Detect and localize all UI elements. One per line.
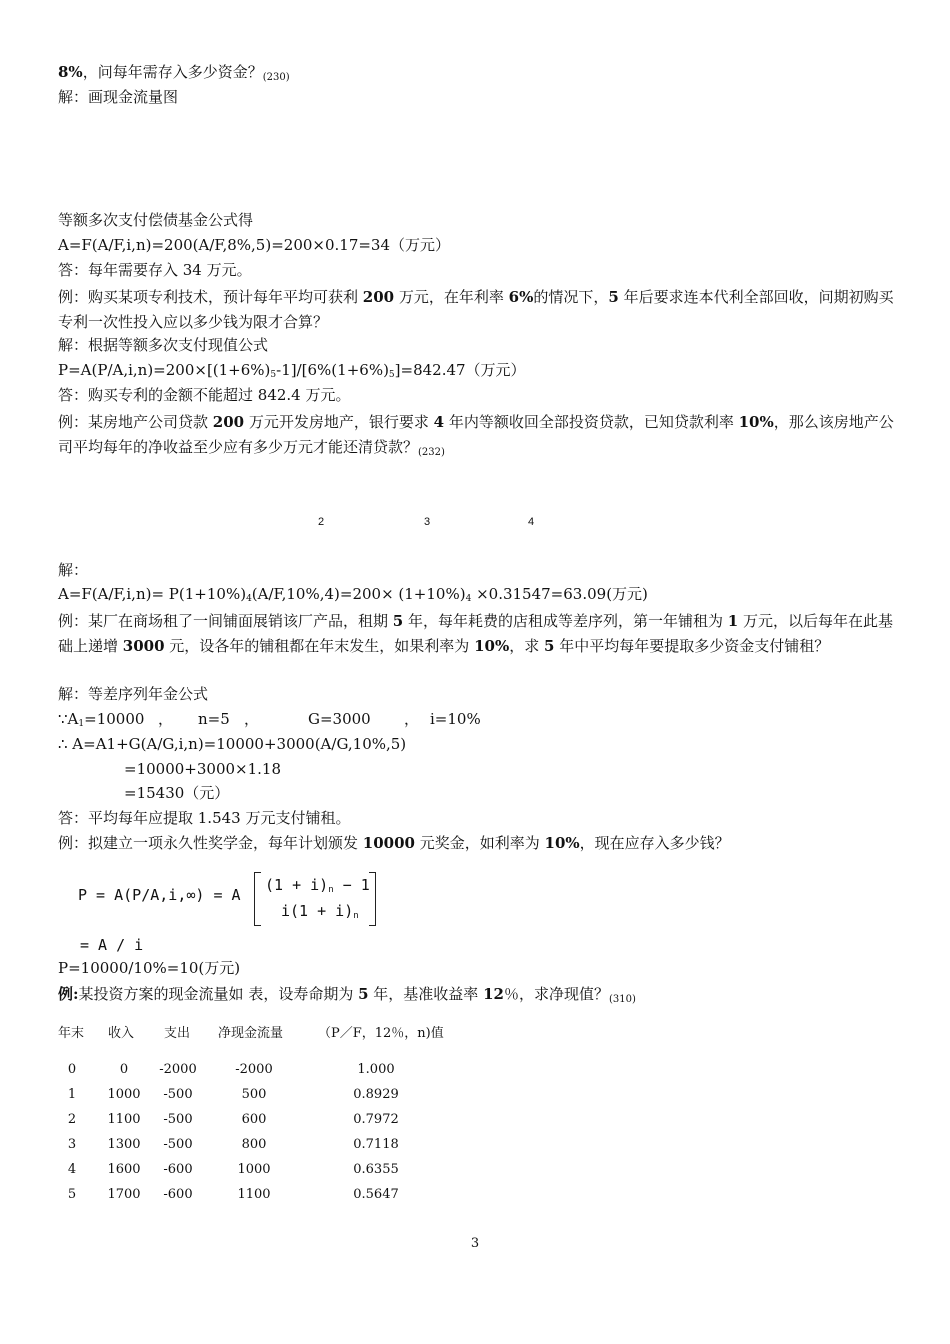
table-cell: -600 [163, 1162, 193, 1177]
table-row [58, 1087, 478, 1107]
table-cell: 1000 [107, 1087, 141, 1102]
line-answer-3: 答：平均每年应提取 1.543 万元支付铺租。 [58, 809, 351, 827]
table-row [58, 1112, 478, 1132]
example-real-estate: 例：某房地产公司贷款 200 万元开发房地产，银行要求 4 年内等额收回全部投资贷款，已知贷款利率 10%，那么该房地产公司平均每年的净收益至少应有多少万元才能还清贷款？$_{(232)}$ [58, 413, 894, 458]
header-year: 年末 [58, 1026, 85, 1041]
table-cell: 4 [67, 1162, 77, 1177]
table-row [58, 1062, 478, 1082]
table-cell: 1000 [237, 1162, 271, 1177]
table-cell: 1.000 [357, 1062, 395, 1077]
formula-numerator: $(1 + i)_n - 1$ [265, 876, 370, 895]
table-cell: 0.7972 [353, 1112, 399, 1127]
table-cell: 0.8929 [353, 1087, 399, 1102]
table-cell: 500 [241, 1087, 267, 1102]
example-patent: 例：购买某项专利技术，预计每年平均可获利 200 万元，在年利率 6%的情况下，5 年后要求连本代利全部回收，问期初购买专利一次性投入应以多少钱为限才合算？ [58, 288, 894, 331]
line-solution-pv: 解：根据等额多次支付现值公式 [58, 336, 269, 354]
line-calc-1: =10000+3000×1.18 [124, 760, 281, 778]
table-cell: 1600 [107, 1162, 141, 1177]
table-cell: 1700 [107, 1187, 141, 1202]
example-shop-rent: 例：某厂在商场租了一间铺面展销该厂产品，租期 5 年，每年耗费的店租成等差序列，第一年铺租为 1 万元，以后每年在此基础上递增 3000 元，设各年的铺租都在年末发生，如果利率为 10%，求 5 年中平均每年要提取多少资金支付铺租？ [58, 612, 893, 655]
table-cell: -2000 [159, 1062, 197, 1077]
diagram-tick-2: 2 [318, 516, 325, 528]
perpetuity-formula [78, 872, 398, 928]
formula-bracket [254, 872, 376, 926]
table-cell: 0.7118 [353, 1137, 399, 1152]
table-cell: -500 [163, 1087, 193, 1102]
table-cell: 5 [67, 1187, 77, 1202]
line-formula-a2: $A=F(A/F,i,n)= P(1+10\%)_4(A/F,10\%,4)=200\times (1+10\%)_4 \times 0.31547=63.09$(万元) [58, 585, 648, 604]
diagram-tick-4: 4 [528, 516, 535, 528]
line-therefore-a: ∴ A=A1+G(A/G,i,n)=10000+3000(A/G,10%,5) [58, 735, 407, 753]
formula-denominator: $i(1 + i)_n$ [281, 902, 359, 921]
header-income: 收入 [108, 1026, 135, 1041]
header-expense: 支出 [164, 1026, 191, 1041]
table-cell: 600 [241, 1112, 267, 1127]
table-row [58, 1162, 478, 1182]
line-formula-a: A=F(A/F,i,n)=200(A/F,8%,5)=200×0.17=34（万元） [58, 236, 451, 254]
line-solution-diagram: 解：画现金流量图 [58, 88, 179, 106]
example-npv: 例:某投资方案的现金流量如 表，设寿命期为 5 年，基准收益率 12％，求净现值？$_{(310)}$ [58, 985, 636, 1005]
line-perpetuity-value: P=10000/10%=10(万元) [58, 959, 241, 977]
line-question-tail: 8%，问每年需存入多少资金？$_{(230)}$ [58, 63, 290, 83]
table-cell: 1300 [107, 1137, 141, 1152]
formula-result: = A / i [80, 936, 144, 954]
header-pf-factor: （P／F，12％，n)值 [318, 1026, 444, 1041]
line-answer-1: 答：每年需要存入 34 万元。 [58, 261, 252, 279]
line-given-values: $\because A_1=10000$ ， n=5 ， G=3000 ， i=10% [58, 710, 481, 729]
table-cell: 1100 [237, 1187, 271, 1202]
table-cell: 0.6355 [353, 1162, 399, 1177]
table-row [58, 1187, 478, 1207]
table-header [58, 1022, 478, 1042]
table-cell: -2000 [235, 1062, 273, 1077]
line-calc-2: =15430（元） [124, 784, 230, 802]
table-cell: 800 [241, 1137, 267, 1152]
formula-lhs: P = A(P/A,i,∞) = A [78, 886, 241, 904]
table-cell: 0.5647 [353, 1187, 399, 1202]
table-cell: -500 [163, 1112, 193, 1127]
table-row [58, 1137, 478, 1157]
table-cell: -600 [163, 1187, 193, 1202]
page-number: 3 [470, 1236, 480, 1251]
line-answer-2: 答：购买专利的金额不能超过 842.4 万元。 [58, 386, 351, 404]
table-cell: 1 [67, 1087, 77, 1102]
line-gradient-annuity: 解：等差序列年金公式 [58, 685, 209, 703]
diagram-tick-3: 3 [424, 516, 431, 528]
line-formula-p: $P=A(P/A,i,n)=200\times[(1+6\%)_5-1]/[6\%(1+6\%)_5]=842.47$（万元） [58, 361, 526, 380]
table-cell: 0 [119, 1062, 129, 1077]
header-net-cash-flow: 净现金流量 [218, 1026, 284, 1041]
line-sinking-fund: 等额多次支付偿债基金公式得 [58, 211, 254, 229]
table-cell: -500 [163, 1137, 193, 1152]
table-cell: 1100 [107, 1112, 141, 1127]
line-solution-label: 解： [58, 561, 89, 579]
table-cell: 0 [67, 1062, 77, 1077]
table-cell: 3 [67, 1137, 77, 1152]
example-scholarship: 例：拟建立一项永久性奖学金，每年计划颁发 10000 元奖金，如利率为 10%，现在应存入多少钱？ [58, 834, 730, 852]
table-cell: 2 [67, 1112, 77, 1127]
